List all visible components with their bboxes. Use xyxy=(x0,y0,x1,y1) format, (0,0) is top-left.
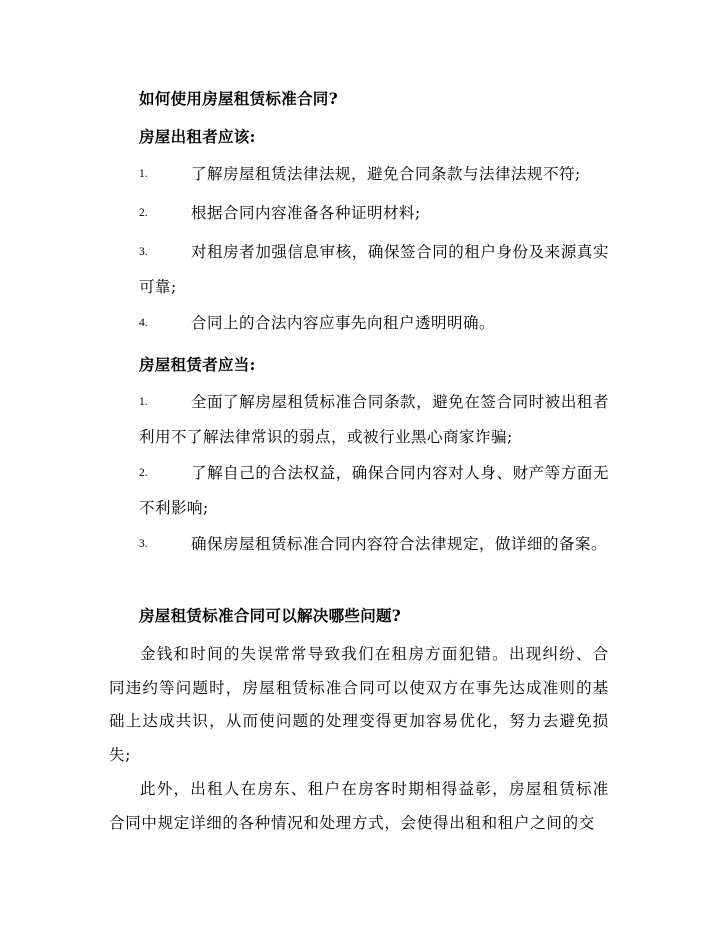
document-title: 如何使用房屋租赁标准合同? xyxy=(139,89,338,108)
landlord-item-1 xyxy=(139,157,609,192)
body-paragraph-1: 金钱和时间的失误常常导致我们在租房方面犯错。出现纠纷、合同违约等问题时，房屋租赁标准合同可以使双方在事先达成准则的基础上达成共识，从而使问题的处理变得更加容易优化，努力去避免损失; xyxy=(109,645,609,764)
problems-section-heading: 房屋租赁标准合同可以解决哪些问题? xyxy=(139,606,402,625)
landlord-item-3 xyxy=(139,235,609,305)
list-number: 3. xyxy=(139,246,148,258)
list-number: 4. xyxy=(139,317,148,329)
tenant-item-2 xyxy=(139,456,609,526)
list-item-text: 了解房屋租赁法律法规，避免合同条款与法律法规不符; xyxy=(191,165,581,183)
list-number: 2. xyxy=(139,467,148,479)
landlord-section-heading: 房屋出租者应该: xyxy=(139,127,256,146)
list-item-text: 根据合同内容准备各种证明材料; xyxy=(191,204,421,222)
list-item-text: 对租房者加强信息审核，确保签合同的租户身份及来源真实可靠; xyxy=(139,243,609,296)
list-item-text: 了解自己的合法权益，确保合同内容对人身、财产等方面无不利影响; xyxy=(139,464,609,517)
list-number: 1. xyxy=(139,396,148,408)
landlord-item-2 xyxy=(139,196,609,231)
tenant-item-1 xyxy=(139,385,609,455)
tenant-section-heading: 房屋租赁者应当: xyxy=(139,355,256,374)
list-item-text: 全面了解房屋租赁标准合同条款，避免在签合同时被出租者利用不了解法律常识的弱点，或被行业黑心商家诈骗; xyxy=(139,393,609,446)
landlord-item-4 xyxy=(139,306,609,341)
body-paragraph-2: 此外，出租人在房东、租户在房客时期相得益彰，房屋租赁标准合同中规定详细的各种情况和处理方式，会使得出租和租户之间的交 xyxy=(109,780,609,832)
list-item-text: 确保房屋租赁标准合同内容符合法律规定，做详细的备案。 xyxy=(191,535,608,553)
tenant-item-3 xyxy=(139,527,609,562)
list-item-text: 合同上的合法内容应事先向租户透明明确。 xyxy=(191,314,496,332)
list-number: 1. xyxy=(139,168,148,180)
list-number: 3. xyxy=(139,538,148,550)
list-number: 2. xyxy=(139,207,148,219)
